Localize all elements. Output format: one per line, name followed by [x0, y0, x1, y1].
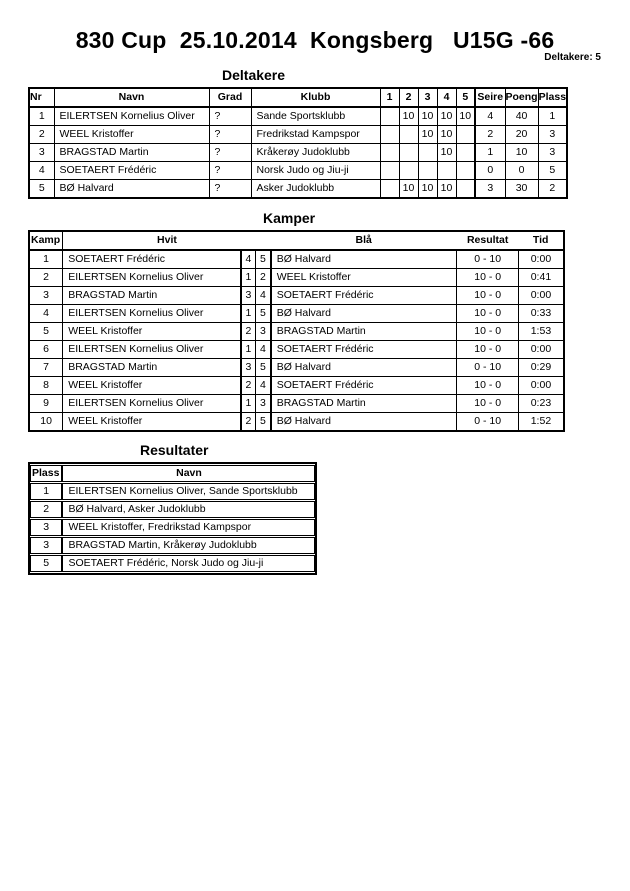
kamp-cell: 1 [29, 250, 63, 269]
navn-cell: SOETAERT Frédéric, Norsk Judo og Jiu-ji [62, 555, 315, 572]
resultat-cell: 10 - 0 [457, 377, 519, 395]
r5-cell [456, 180, 475, 199]
deltakere-plass-column-header: Plass [538, 88, 567, 107]
nr-cell: 4 [29, 162, 54, 180]
tid-cell: 0:00 [519, 250, 564, 269]
deltakere-row [29, 107, 567, 126]
klubb-cell: Asker Judoklubb [251, 180, 380, 199]
bla-cell: WEEL Kristoffer [271, 269, 457, 287]
poeng-cell: 0 [505, 162, 538, 180]
r3-cell: 10 [418, 180, 437, 199]
hvit-nr-cell: 2 [241, 323, 256, 341]
tid-cell: 0:00 [519, 287, 564, 305]
kamper-row [29, 305, 564, 323]
kamp-cell: 10 [29, 413, 63, 432]
kamper-row [29, 395, 564, 413]
klubb-cell: Kråkerøy Judoklubb [251, 144, 380, 162]
bla-nr-cell: 4 [256, 341, 271, 359]
kamp-cell: 4 [29, 305, 63, 323]
bla-cell: SOETAERT Frédéric [271, 377, 457, 395]
kamper-row [29, 359, 564, 377]
kamp-cell: 7 [29, 359, 63, 377]
plass-cell: 5 [538, 162, 567, 180]
tid-cell: 0:41 [519, 269, 564, 287]
bla-cell: SOETAERT Frédéric [271, 287, 457, 305]
seire-cell: 1 [475, 144, 505, 162]
r2-cell: 10 [399, 180, 418, 199]
hvit-nr-cell: 3 [241, 359, 256, 377]
resultater-row [30, 483, 315, 500]
bla-cell: BRAGSTAD Martin [271, 323, 457, 341]
deltakere-poeng-column-header: Poeng [505, 88, 538, 107]
r4-cell: 10 [437, 144, 456, 162]
tid-cell: 1:52 [519, 413, 564, 432]
resultater-row [30, 501, 315, 518]
bla-cell: BØ Halvard [271, 413, 457, 432]
grad-cell: ? [209, 144, 251, 162]
grad-cell: ? [209, 180, 251, 199]
kamper-row [29, 323, 564, 341]
r4-cell: 10 [437, 126, 456, 144]
hvit-nr-cell: 2 [241, 413, 256, 432]
plass-cell: 5 [30, 555, 62, 572]
r3-cell: 10 [418, 107, 437, 126]
poeng-cell: 10 [505, 144, 538, 162]
section-heading-resultater: Resultater [140, 442, 209, 458]
kamp-cell: 6 [29, 341, 63, 359]
hvit-nr-cell: 3 [241, 287, 256, 305]
kamper-row [29, 287, 564, 305]
r2-cell: 10 [399, 107, 418, 126]
r3-cell [418, 144, 437, 162]
resultat-cell: 10 - 0 [457, 305, 519, 323]
deltakere-row [29, 162, 567, 180]
navn-cell: WEEL Kristoffer [54, 126, 209, 144]
resultater-row [30, 537, 315, 554]
resultat-cell: 10 - 0 [457, 395, 519, 413]
kamper-header-row [29, 231, 564, 250]
r1-cell [380, 162, 399, 180]
kamper-row [29, 413, 564, 432]
deltakere-grad-column-header: Grad [209, 88, 251, 107]
plass-cell: 2 [30, 501, 62, 518]
hvit-nr-cell: 1 [241, 395, 256, 413]
nr-cell: 2 [29, 126, 54, 144]
resultater-table [28, 462, 317, 575]
hvit-nr-cell: 4 [241, 250, 256, 269]
hvit-cell: EILERTSEN Kornelius Oliver [63, 305, 241, 323]
resultat-cell: 0 - 10 [457, 359, 519, 377]
deltakere-row [29, 180, 567, 199]
tid-cell: 0:29 [519, 359, 564, 377]
bla-cell: SOETAERT Frédéric [271, 341, 457, 359]
r4-cell: 10 [437, 107, 456, 126]
r5-cell [456, 126, 475, 144]
navn-cell: BØ Halvard [54, 180, 209, 199]
navn-cell: EILERTSEN Kornelius Oliver, Sande Sportsklubb [62, 483, 315, 500]
r2-cell [399, 162, 418, 180]
r5-cell [456, 162, 475, 180]
seire-cell: 3 [475, 180, 505, 199]
kamper-row [29, 377, 564, 395]
resultat-cell: 10 - 0 [457, 323, 519, 341]
nr-cell: 3 [29, 144, 54, 162]
r2-cell [399, 144, 418, 162]
participants-count: Deltakere: 5 [544, 52, 601, 63]
r2-cell [399, 126, 418, 144]
seire-cell: 4 [475, 107, 505, 126]
hvit-nr-cell: 1 [241, 305, 256, 323]
r1-cell [380, 126, 399, 144]
r3-cell: 10 [418, 126, 437, 144]
bla-nr-cell: 5 [256, 250, 271, 269]
tid-cell: 1:53 [519, 323, 564, 341]
r4-cell [437, 162, 456, 180]
bla-nr-cell: 3 [256, 395, 271, 413]
tid-cell: 0:00 [519, 341, 564, 359]
plass-cell: 2 [538, 180, 567, 199]
hvit-cell: EILERTSEN Kornelius Oliver [63, 341, 241, 359]
bla-nr-cell: 2 [256, 269, 271, 287]
navn-cell: BRAGSTAD Martin, Kråkerøy Judoklubb [62, 537, 315, 554]
seire-cell: 2 [475, 126, 505, 144]
r1-cell [380, 107, 399, 126]
hvit-cell: WEEL Kristoffer [63, 413, 241, 432]
page-title: 830 Cup 25.10.2014 Kongsberg U15G -66 [75, 27, 555, 53]
deltakere-header-row [29, 88, 567, 107]
poeng-cell: 20 [505, 126, 538, 144]
kamp-cell: 3 [29, 287, 63, 305]
tid-cell: 0:00 [519, 377, 564, 395]
resultater-header-row [30, 465, 315, 482]
deltakere-row [29, 126, 567, 144]
bla-cell: BØ Halvard [271, 305, 457, 323]
bla-nr-cell: 3 [256, 323, 271, 341]
resultat-cell: 0 - 10 [457, 413, 519, 432]
navn-cell: SOETAERT Frédéric [54, 162, 209, 180]
seire-cell: 0 [475, 162, 505, 180]
navn-cell: BRAGSTAD Martin [54, 144, 209, 162]
plass-cell: 1 [538, 107, 567, 126]
kamp-cell: 9 [29, 395, 63, 413]
hvit-cell: BRAGSTAD Martin [63, 359, 241, 377]
hvit-nr-cell: 1 [241, 341, 256, 359]
kamper-row [29, 341, 564, 359]
deltakere-r3-column-header: 3 [418, 88, 437, 107]
navn-cell: WEEL Kristoffer, Fredrikstad Kampspor [62, 519, 315, 536]
klubb-cell: Sande Sportsklubb [251, 107, 380, 126]
tid-cell: 0:33 [519, 305, 564, 323]
nr-cell: 1 [29, 107, 54, 126]
resultat-cell: 0 - 10 [457, 250, 519, 269]
kamper-bla-column-header: Blå [271, 231, 457, 250]
deltakere-table [28, 87, 568, 199]
resultat-cell: 10 - 0 [457, 341, 519, 359]
hvit-cell: EILERTSEN Kornelius Oliver [63, 395, 241, 413]
section-heading-deltakere: Deltakere [222, 67, 286, 83]
deltakere-r4-column-header: 4 [437, 88, 456, 107]
kamper-row [29, 250, 564, 269]
kamp-cell: 5 [29, 323, 63, 341]
bla-nr-cell: 5 [256, 305, 271, 323]
resultater-row [30, 519, 315, 536]
navn-cell: BØ Halvard, Asker Judoklubb [62, 501, 315, 518]
resultater-plass-column-header: Plass [30, 465, 62, 482]
tid-cell: 0:23 [519, 395, 564, 413]
kamper-hvit-column-header: Hvit [63, 231, 271, 250]
hvit-nr-cell: 2 [241, 377, 256, 395]
hvit-cell: WEEL Kristoffer [63, 323, 241, 341]
deltakere-nr-column-header: Nr [29, 88, 54, 107]
kamp-cell: 8 [29, 377, 63, 395]
r5-cell [456, 144, 475, 162]
grad-cell: ? [209, 126, 251, 144]
bla-nr-cell: 5 [256, 413, 271, 432]
grad-cell: ? [209, 162, 251, 180]
bla-nr-cell: 4 [256, 377, 271, 395]
kamper-kamp-column-header: Kamp [29, 231, 63, 250]
grad-cell: ? [209, 107, 251, 126]
bla-cell: BØ Halvard [271, 359, 457, 377]
kamper-row [29, 269, 564, 287]
bla-cell: BØ Halvard [271, 250, 457, 269]
r4-cell: 10 [437, 180, 456, 199]
r1-cell [380, 144, 399, 162]
bla-cell: BRAGSTAD Martin [271, 395, 457, 413]
deltakere-klubb-column-header: Klubb [251, 88, 380, 107]
kamper-resultat-column-header: Resultat [457, 231, 519, 250]
deltakere-row [29, 144, 567, 162]
plass-cell: 3 [30, 519, 62, 536]
hvit-nr-cell: 1 [241, 269, 256, 287]
nr-cell: 5 [29, 180, 54, 199]
section-heading-kamper: Kamper [263, 210, 316, 226]
deltakere-navn-column-header: Navn [54, 88, 209, 107]
deltakere-r1-column-header: 1 [380, 88, 399, 107]
deltakere-seire-column-header: Seire [475, 88, 505, 107]
plass-cell: 3 [538, 144, 567, 162]
klubb-cell: Fredrikstad Kampspor [251, 126, 380, 144]
r3-cell [418, 162, 437, 180]
klubb-cell: Norsk Judo og Jiu-ji [251, 162, 380, 180]
hvit-cell: SOETAERT Frédéric [63, 250, 241, 269]
kamper-table [28, 230, 565, 432]
poeng-cell: 30 [505, 180, 538, 199]
bla-nr-cell: 5 [256, 359, 271, 377]
kamper-tid-column-header: Tid [519, 231, 564, 250]
resultat-cell: 10 - 0 [457, 269, 519, 287]
hvit-cell: BRAGSTAD Martin [63, 287, 241, 305]
resultater-row [30, 555, 315, 572]
resultat-cell: 10 - 0 [457, 287, 519, 305]
deltakere-r5-column-header: 5 [456, 88, 475, 107]
plass-cell: 3 [30, 537, 62, 554]
plass-cell: 1 [30, 483, 62, 500]
plass-cell: 3 [538, 126, 567, 144]
r1-cell [380, 180, 399, 199]
r5-cell: 10 [456, 107, 475, 126]
hvit-cell: WEEL Kristoffer [63, 377, 241, 395]
hvit-cell: EILERTSEN Kornelius Oliver [63, 269, 241, 287]
bla-nr-cell: 4 [256, 287, 271, 305]
kamp-cell: 2 [29, 269, 63, 287]
navn-cell: EILERTSEN Kornelius Oliver [54, 107, 209, 126]
poeng-cell: 40 [505, 107, 538, 126]
resultater-navn-column-header: Navn [62, 465, 315, 482]
deltakere-r2-column-header: 2 [399, 88, 418, 107]
